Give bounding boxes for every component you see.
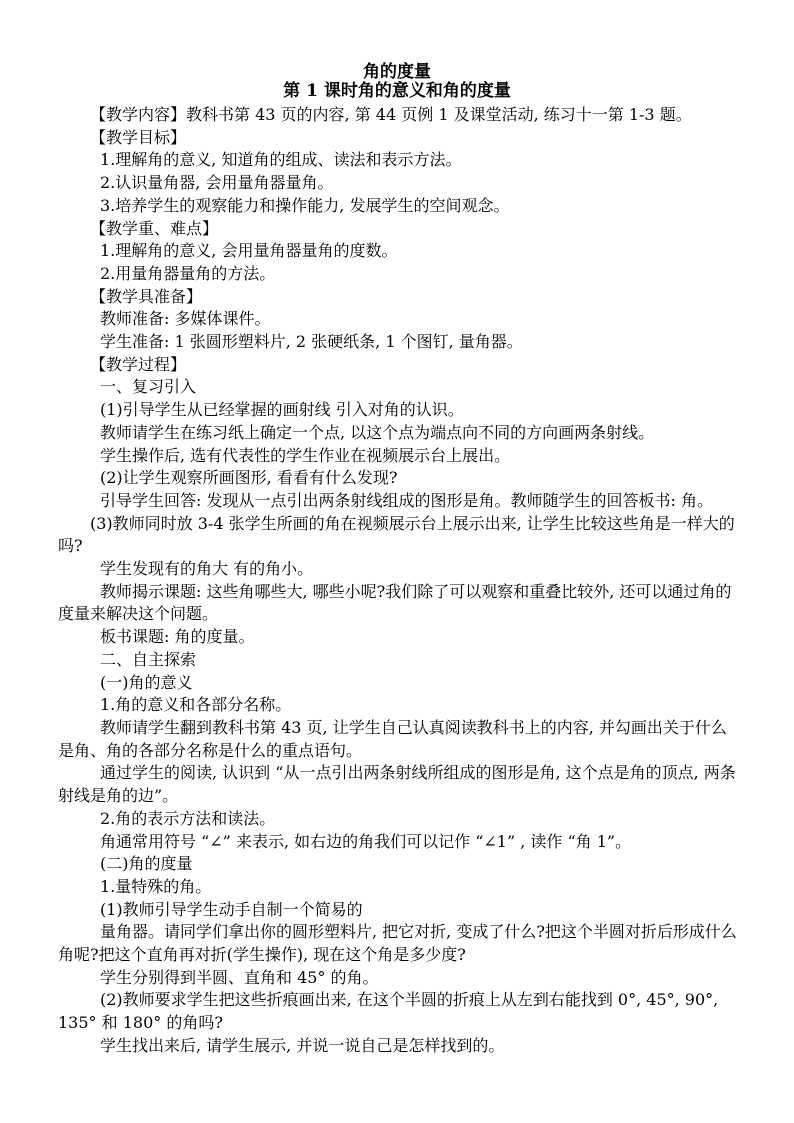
key-points-heading: 【教学重、难点】 bbox=[90, 218, 219, 238]
paragraph: (1)教师引导学生动手自制一个简易的 bbox=[100, 899, 363, 919]
paragraph: (2)教师要求学生把这些折痕画出来, 在这个半圆的折痕上从左到右能找到 0°, 45°, 90°, 135° 和 180° 的角吗? bbox=[58, 990, 719, 1033]
paragraph: 学生发现有的角大 有的角小。 bbox=[100, 559, 314, 579]
paragraph: 学生找出来后, 请学生展示, 并说一说自己是怎样找到的。 bbox=[100, 1035, 505, 1055]
preparation-item: 教师准备: 多媒体课件。 bbox=[100, 309, 271, 329]
paragraph: 板书课题: 角的度量。 bbox=[100, 627, 255, 647]
paragraph: 量角器。请同学们拿出你的圆形塑料片, 把它对折, 变成了什么?把这个半圆对折后形成什么角呢?把这个直角再对折(学生操作), 现在这个角是多少度? bbox=[58, 922, 737, 965]
paragraph: (3)教师同时放 3-4 张学生所画的角在视频展示台上展示出来, 让学生比较这些角是一样大的吗? bbox=[58, 513, 735, 556]
paragraph: (1)引导学生从已经掌握的画射线 引入对角的认识。 bbox=[100, 400, 464, 420]
teaching-content-paragraph: 【教学内容】教科书第 43 页的内容, 第 44 页例 1 及课堂活动, 练习十一第 1-3 题。 bbox=[90, 105, 692, 124]
goal-item: 2.认识量角器, 会用量角器量角。 bbox=[100, 173, 334, 193]
section-heading: 一、复习引入 bbox=[100, 377, 197, 397]
document-body bbox=[58, 104, 740, 1058]
paragraph: 教师请学生在练习纸上确定一个点, 以这个点为端点向不同的方向画两条射线。 bbox=[100, 422, 655, 442]
paragraph: 通过学生的阅读, 认识到 “从一点引出两条射线所组成的图形是角, 这个点是角的顶点, 两条射线是角的边”。 bbox=[58, 763, 736, 806]
document-title: 角的度量 bbox=[363, 62, 431, 82]
key-point-item: 2.用量角器量角的方法。 bbox=[100, 263, 276, 283]
paragraph: 引导学生回答: 发现从一点引出两条射线组成的图形是角。教师随学生的回答板书: 角。 bbox=[100, 490, 713, 510]
paragraph: 1.角的意义和各部分名称。 bbox=[100, 695, 292, 715]
paragraph: (2)让学生观察所画图形, 看看有什么发现? bbox=[100, 468, 398, 488]
paragraph: 角通常用符号 “∠” 来表示, 如右边的角我们可以记作 “∠1” , 读作 “角 1”。 bbox=[100, 831, 632, 851]
paragraph: 教师请学生翻到教科书第 43 页, 让学生自己认真阅读教科书上的内容, 并勾画出关于什么是角、角的各部分名称是什么的重点语句。 bbox=[58, 717, 727, 760]
lesson-subtitle: 第 1 课时角的意义和角的度量 bbox=[283, 81, 511, 101]
goal-item: 1.理解角的意义, 知道角的组成、读法和表示方法。 bbox=[100, 150, 462, 170]
paragraph: 学生操作后, 选有代表性的学生作业在视频展示台上展出。 bbox=[100, 445, 511, 465]
subsection-heading: (二)角的度量 bbox=[100, 854, 193, 874]
paragraph: 教师揭示课题: 这些角哪些大, 哪些小呢?我们除了可以观察和重叠比较外, 还可以通过角的度量来解决这个问题。 bbox=[58, 581, 732, 624]
process-heading: 【教学过程】 bbox=[90, 354, 187, 374]
preparation-heading: 【教学具准备】 bbox=[90, 286, 203, 306]
preparation-item: 学生准备: 1 张圆形塑料片, 2 张硬纸条, 1 个图钉, 量角器。 bbox=[100, 332, 523, 352]
subsection-heading: (一)角的意义 bbox=[100, 672, 193, 692]
paragraph: 1.量特殊的角。 bbox=[100, 876, 212, 896]
goal-item: 3.培养学生的观察能力和操作能力, 发展学生的空间观念。 bbox=[100, 195, 510, 215]
section-heading: 二、自主探索 bbox=[100, 649, 197, 669]
goals-heading: 【教学目标】 bbox=[90, 127, 187, 147]
paragraph: 2.角的表示方法和读法。 bbox=[100, 808, 276, 828]
paragraph: 学生分别得到半圆、直角和 45° 的角。 bbox=[100, 967, 379, 987]
key-point-item: 1.理解角的意义, 会用量角器量角的度数。 bbox=[100, 241, 398, 261]
